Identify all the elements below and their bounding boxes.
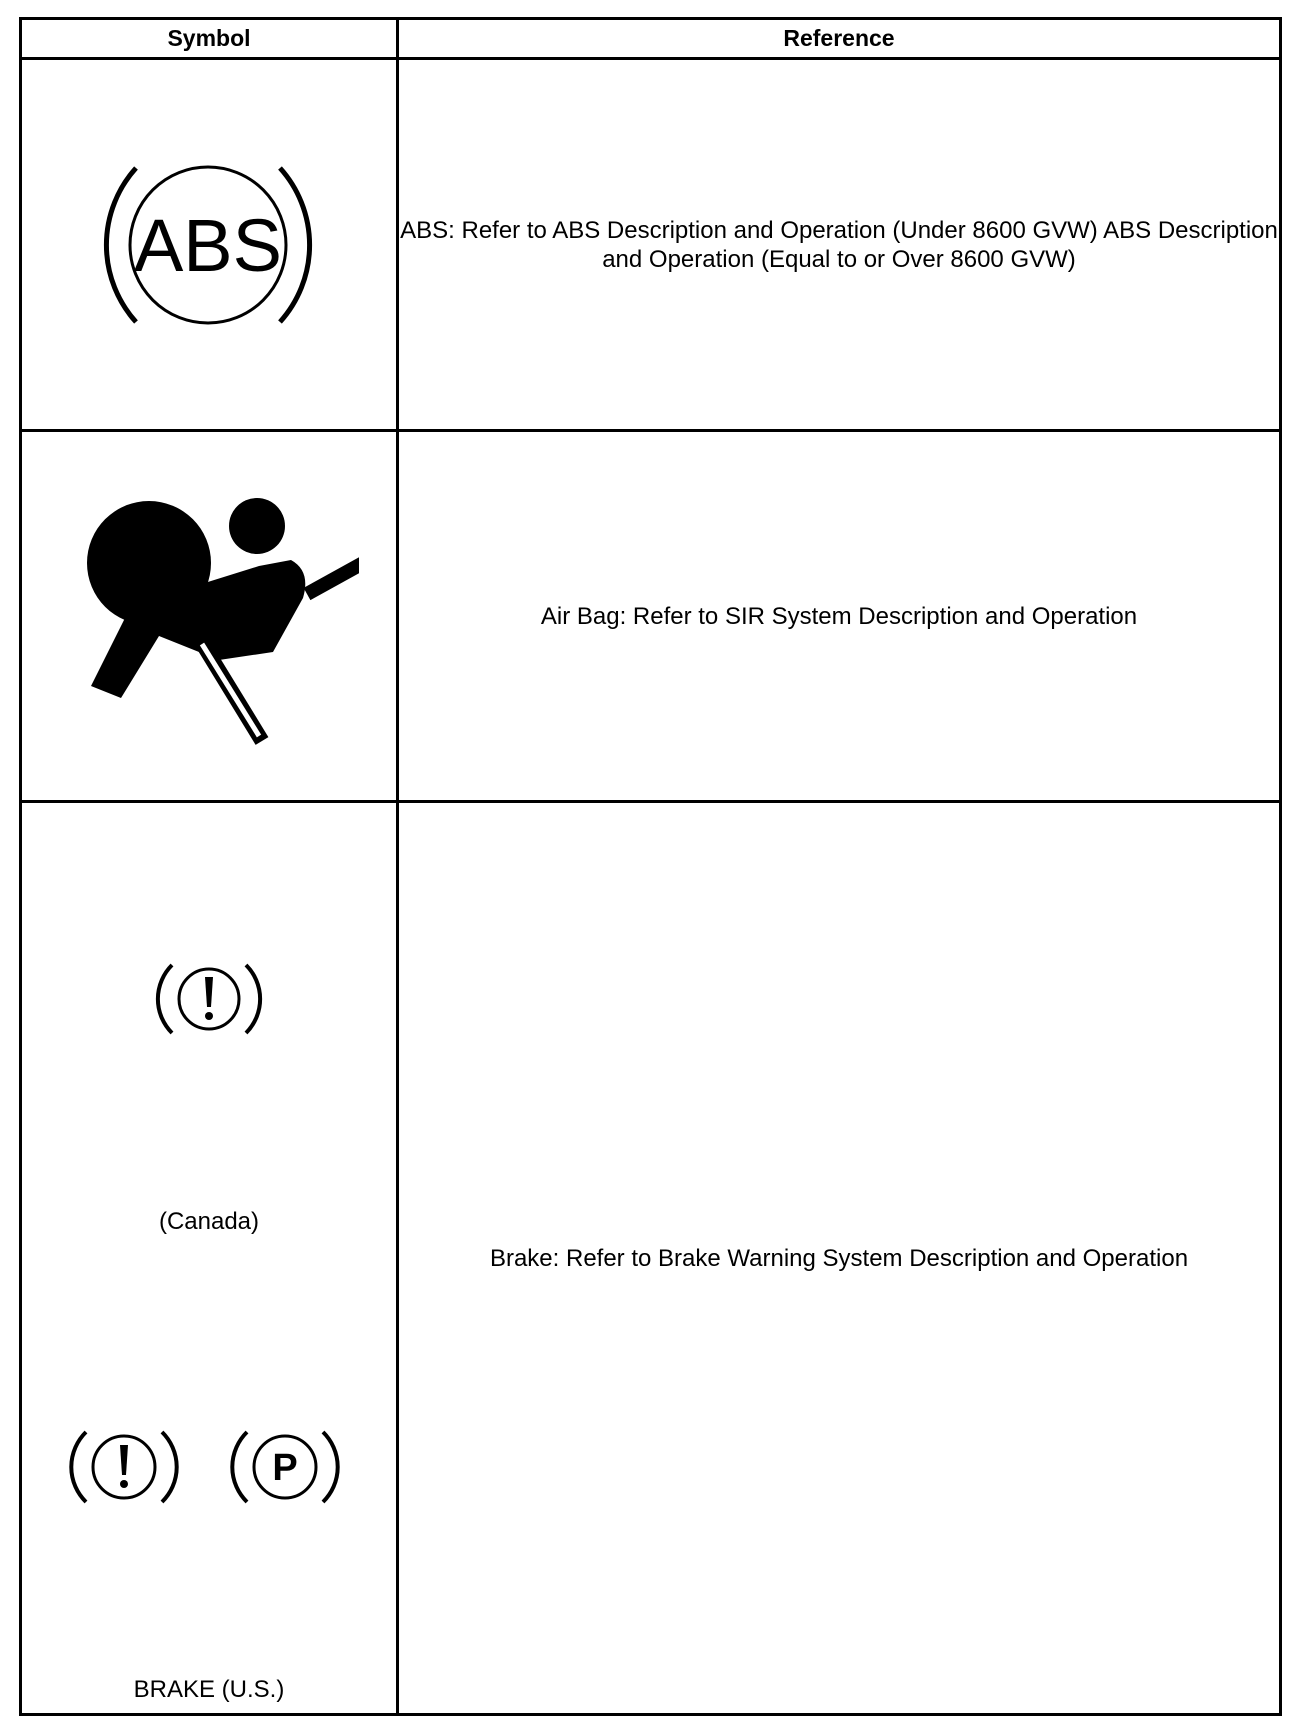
header-reference: Reference bbox=[398, 19, 1281, 59]
symbol-cell-airbag bbox=[21, 431, 398, 802]
brake-warning-icons-us bbox=[59, 1427, 359, 1507]
reference-brake: Brake: Refer to Brake Warning System Description and Operation bbox=[398, 802, 1281, 1715]
header-symbol: Symbol bbox=[21, 19, 398, 59]
table-row bbox=[21, 431, 1281, 802]
airbag-icon bbox=[59, 486, 359, 746]
brake-warning-icon bbox=[144, 961, 274, 1037]
brake-label-canada: (Canada) bbox=[158, 1208, 260, 1235]
reference-airbag: Air Bag: Refer to SIR System Description and Operation bbox=[398, 431, 1281, 802]
reference-abs: ABS: Refer to ABS Description and Operation (Under 8600 GVW) ABS Description and Operation (Equal to or Over 8600 GVW) bbox=[398, 59, 1281, 431]
table-row bbox=[21, 802, 1281, 1715]
symbol-cell-abs bbox=[21, 59, 398, 431]
abs-icon-text: ABS bbox=[133, 203, 283, 287]
symbol-reference-table bbox=[19, 17, 1282, 1716]
abs-icon bbox=[84, 160, 334, 330]
parking-brake-icon bbox=[232, 1432, 337, 1502]
symbol-cell-brake bbox=[21, 802, 398, 1715]
table-row bbox=[21, 59, 1281, 431]
brake-warning-icon bbox=[71, 1432, 176, 1502]
parking-brake-letter: P bbox=[272, 1447, 298, 1489]
table-header-row bbox=[21, 19, 1281, 59]
brake-label-us: BRAKE (U.S.) bbox=[133, 1676, 285, 1703]
